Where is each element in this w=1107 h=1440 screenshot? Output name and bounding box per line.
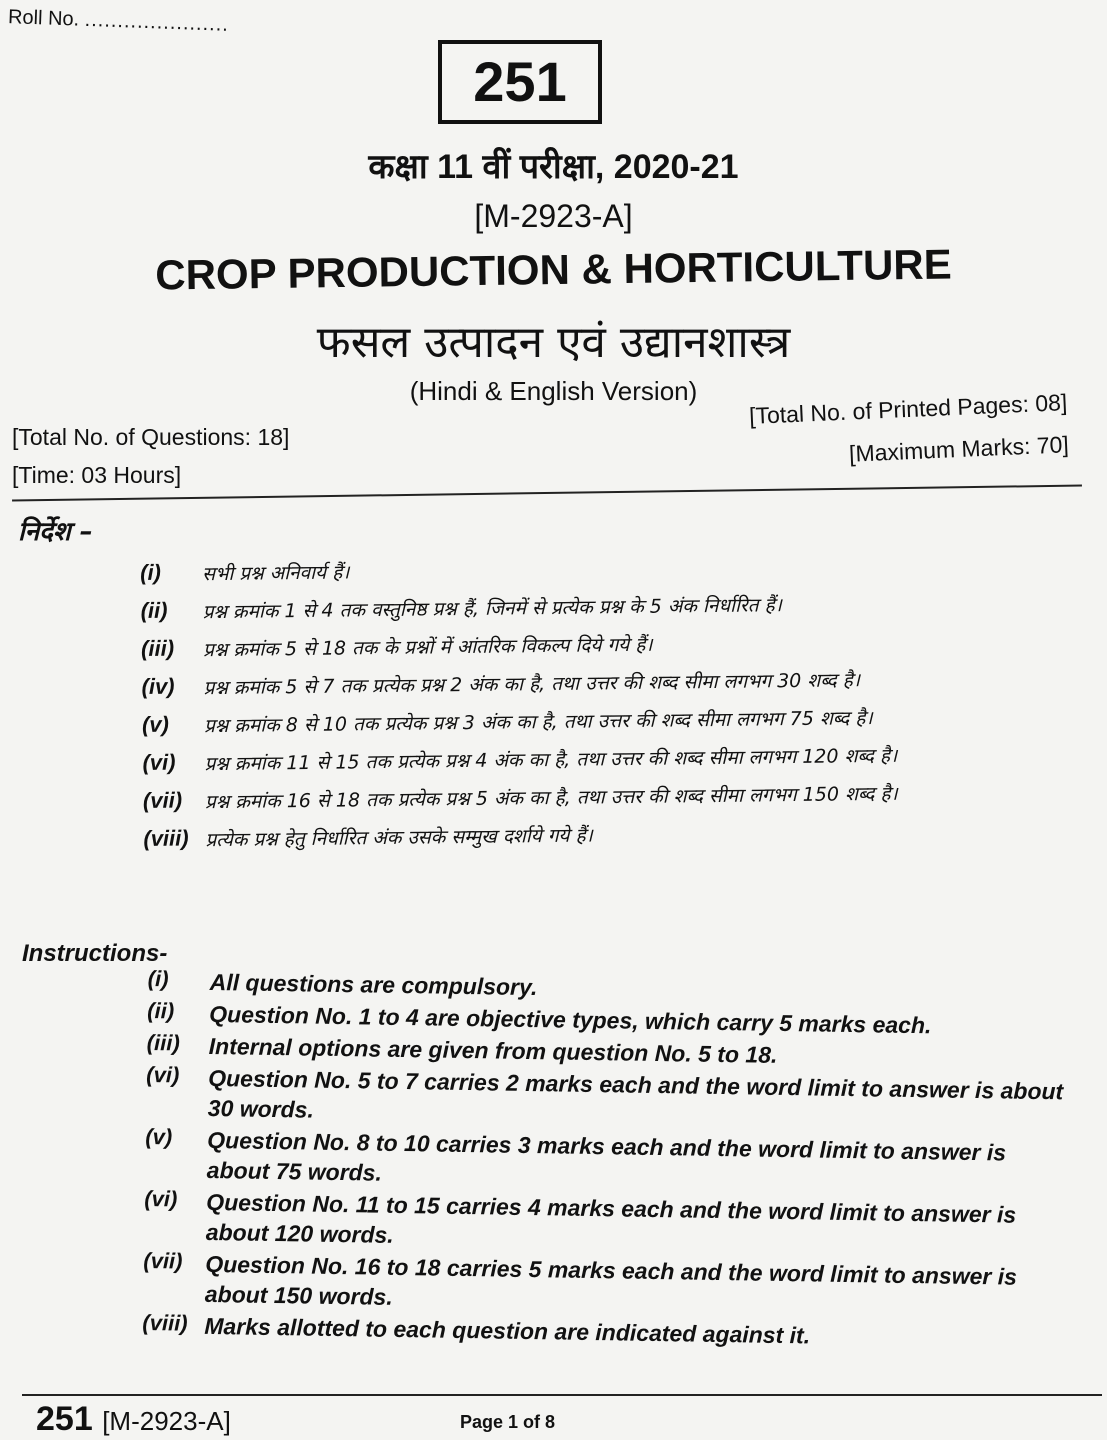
- roll-number-dots: ......................: [84, 8, 230, 36]
- item-number: (vii): [143, 1247, 183, 1274]
- item-number: (vi): [142, 749, 176, 775]
- item-number: (i): [140, 559, 162, 585]
- page-number: Page 1 of 8: [460, 1412, 556, 1432]
- item-text: सभी प्रश्न अनिवार्य हैं।: [202, 561, 350, 586]
- list-item: [143, 777, 1073, 818]
- item-text: प्रश्न क्रमांक 8 से 10 तक प्रत्येक प्रश्न 3 अंक का है, तथा उत्तर की शब्द सीमा लगभग 75 शब्द है।: [203, 707, 873, 738]
- list-item: [141, 625, 1071, 666]
- exam-line: कक्षा 11 वीं परीक्षा, 2020-21: [368, 148, 739, 186]
- footer-divider: [22, 1394, 1102, 1396]
- footer-paper-code: 251: [36, 1400, 93, 1438]
- item-text: प्रश्न क्रमांक 1 से 4 तक वस्तुनिष्ठ प्रश्न हैं, जिनमें से प्रत्येक प्रश्न के 5 अंक निर्धारित हैं।: [202, 594, 782, 624]
- item-text: Question No. 1 to 4 are objective types, which carry 5 marks each.: [209, 1000, 932, 1039]
- item-number: (vi): [146, 1061, 180, 1088]
- total-questions: [Total No. of Questions: 18]: [12, 424, 290, 450]
- roll-number-field: [8, 6, 230, 37]
- item-number: (iv): [141, 673, 175, 699]
- item-number: (viii): [142, 1309, 188, 1336]
- item-text: Question No. 16 to 18 carries 5 marks each and the word limit to answer is about 150 words.: [204, 1250, 1018, 1310]
- item-text: Question No. 11 to 15 carries 4 marks each and the word limit to answer is about 120 words.: [205, 1188, 1017, 1248]
- list-item: [140, 587, 1070, 628]
- item-number: (iii): [146, 1029, 180, 1056]
- paper-code-box: 251: [438, 40, 602, 124]
- printed-pages: [Total No. of Printed Pages: 08]: [748, 389, 1068, 429]
- item-number: (viii): [143, 825, 189, 851]
- item-text: प्रश्न क्रमांक 11 से 15 तक प्रत्येक प्रश्न 4 अंक का है, तथा उत्तर की शब्द सीमा लगभग 120 शब्द है।: [204, 744, 898, 776]
- item-text: Question No. 5 to 7 carries 2 marks each and the word limit to answer is about 30 words.: [207, 1064, 1064, 1123]
- paper-id: [M-2923-A]: [474, 198, 633, 234]
- roll-number-label: Roll No.: [7, 6, 80, 31]
- instructions-english-heading: Instructions-: [22, 940, 168, 967]
- item-number: (ii): [140, 597, 168, 623]
- list-item: [143, 815, 1073, 856]
- title-english: CROP PRODUCTION & HORTICULTURE: [154, 240, 953, 299]
- item-text: Marks allotted to each question are indicated against it.: [204, 1312, 811, 1349]
- time-allowed: [Time: 03 Hours]: [12, 462, 182, 488]
- item-text: Internal options are given from question No. 5 to 18.: [208, 1032, 778, 1068]
- item-text: प्रश्न क्रमांक 5 से 7 तक प्रत्येक प्रश्न 2 अंक का है, तथा उत्तर की शब्द सीमा लगभग 30 शब्द है।: [203, 669, 861, 700]
- item-number: (vii): [142, 787, 183, 813]
- instructions-hindi-list: [140, 549, 1074, 864]
- item-number: (ii): [147, 997, 175, 1024]
- list-item: [142, 739, 1072, 780]
- version-note: (Hindi & English Version): [409, 376, 698, 406]
- item-text: प्रश्न क्रमांक 16 से 18 तक प्रत्येक प्रश्न 5 अंक का है, तथा उत्तर की शब्द सीमा लगभग 150 शब्द है।: [204, 782, 898, 814]
- title-hindi: फसल उत्पादन एवं उद्यानशास्त्र: [316, 317, 791, 368]
- footer-code: [36, 1400, 231, 1439]
- item-number: (v): [145, 1123, 173, 1150]
- item-number: (v): [141, 711, 170, 737]
- item-text: All questions are compulsory.: [209, 968, 538, 1001]
- footer-paper-id: [M-2923-A]: [102, 1406, 231, 1436]
- item-number: (i): [147, 966, 169, 992]
- item-number: (vi): [144, 1185, 178, 1212]
- instructions-english-list: [142, 966, 1076, 1357]
- list-item: [142, 701, 1072, 742]
- item-text: प्रश्न क्रमांक 5 से 18 तक के प्रश्नों में आंतरिक विकल्प दिये गये हैं।: [202, 633, 653, 662]
- item-text: प्रत्येक प्रश्न हेतु निर्धारित अंक उसके सम्मुख दर्शाये गये हैं।: [205, 824, 593, 852]
- list-item: [140, 549, 1070, 590]
- item-text: Question No. 8 to 10 carries 3 marks each and the word limit to answer is about 75 words.: [206, 1126, 1007, 1186]
- item-number: (iii): [140, 635, 175, 661]
- instructions-hindi-heading: निर्देश –: [18, 517, 93, 547]
- list-item: [141, 663, 1071, 704]
- maximum-marks: [Maximum Marks: 70]: [848, 431, 1070, 467]
